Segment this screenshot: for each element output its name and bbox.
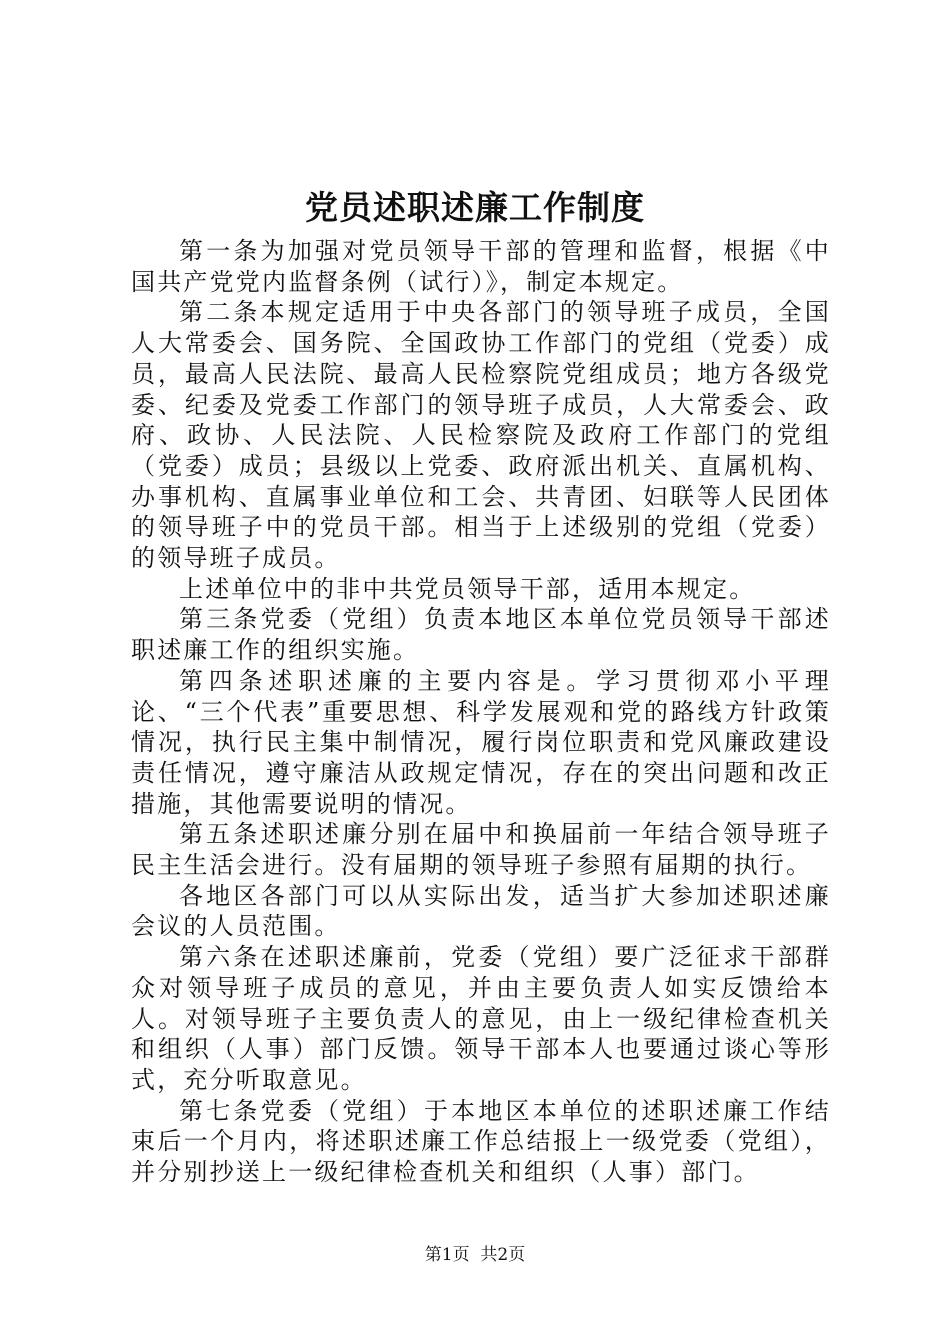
- paragraph-article-1: 第一条为加强对党员领导干部的管理和监督，根据《中国共产党党内监督条例（试行）》，制定本规定。: [131, 237, 831, 296]
- paragraph-article-6: 第六条在述职述廉前，党委（党组）要广泛征求干部群众对领导班子成员的意见，并由主要负责人如实反馈给本人。对领导班子主要负责人的意见，由上一级纪律检查机关和组织（人事）部门反馈。领导干部本人也要通过谈心等形式，充分听取意见。: [131, 943, 831, 1094]
- paragraph-article-2: 第二条本规定适用于中央各部门的领导班子成员，全国人大常委会、国务院、全国政协工作部门的党组（党委）成员，最高人民法院、最高人民检察院党组成员；地方各级党委、纪委及党委工作部门的领导班子成员，人大常委会、政府、政协、人民法院、人民检察院及政府工作部门的党组（党委）成员；县级以上党委、政府派出机关、直属机构、办事机构、直属事业单位和工会、共青团、妇联等人民团体的领导班子中的党员干部。相当于上述级别的党组（党委）的领导班子成员。: [131, 298, 831, 573]
- document-title: 党员述职述廉工作制度: [305, 188, 645, 227]
- document-body: [131, 236, 831, 1188]
- paragraph-meeting-scope: 各地区各部门可以从实际出发，适当扩大参加述职述廉会议的人员范围。: [131, 881, 831, 941]
- paragraph-article-5: 第五条述职述廉分别在届中和换届前一年结合领导班子民主生活会进行。没有届期的领导班子参照有届期的执行。: [131, 820, 831, 880]
- paragraph-article-4: 第四条述职述廉的主要内容是。学习贯彻邓小平理论、“三个代表”重要思想、科学发展观和党的路线方针政策情况，执行民主集中制情况，履行岗位职责和党风廉政建设责任情况，遵守廉洁从政规定情况，存在的突出问题和改正措施，其他需要说明的情况。: [131, 666, 831, 818]
- paragraph-non-party-cadres: 上述单位中的非中共党员领导干部，适用本规定。: [179, 574, 756, 603]
- paragraph-article-7: 第七条党委（党组）于本地区本单位的述职述廉工作结束后一个月内，将述职述廉工作总结报上一级党委（党组），并分别抄送上一级纪律检查机关和组织（人事）部门。: [131, 1096, 831, 1187]
- page-footer: [0, 1243, 950, 1267]
- paragraph-article-3: 第三条党委（党组）负责本地区本单位党员领导干部述职述廉工作的组织实施。: [131, 605, 831, 665]
- page-number-indicator: 第1页 共2页: [424, 1245, 526, 1265]
